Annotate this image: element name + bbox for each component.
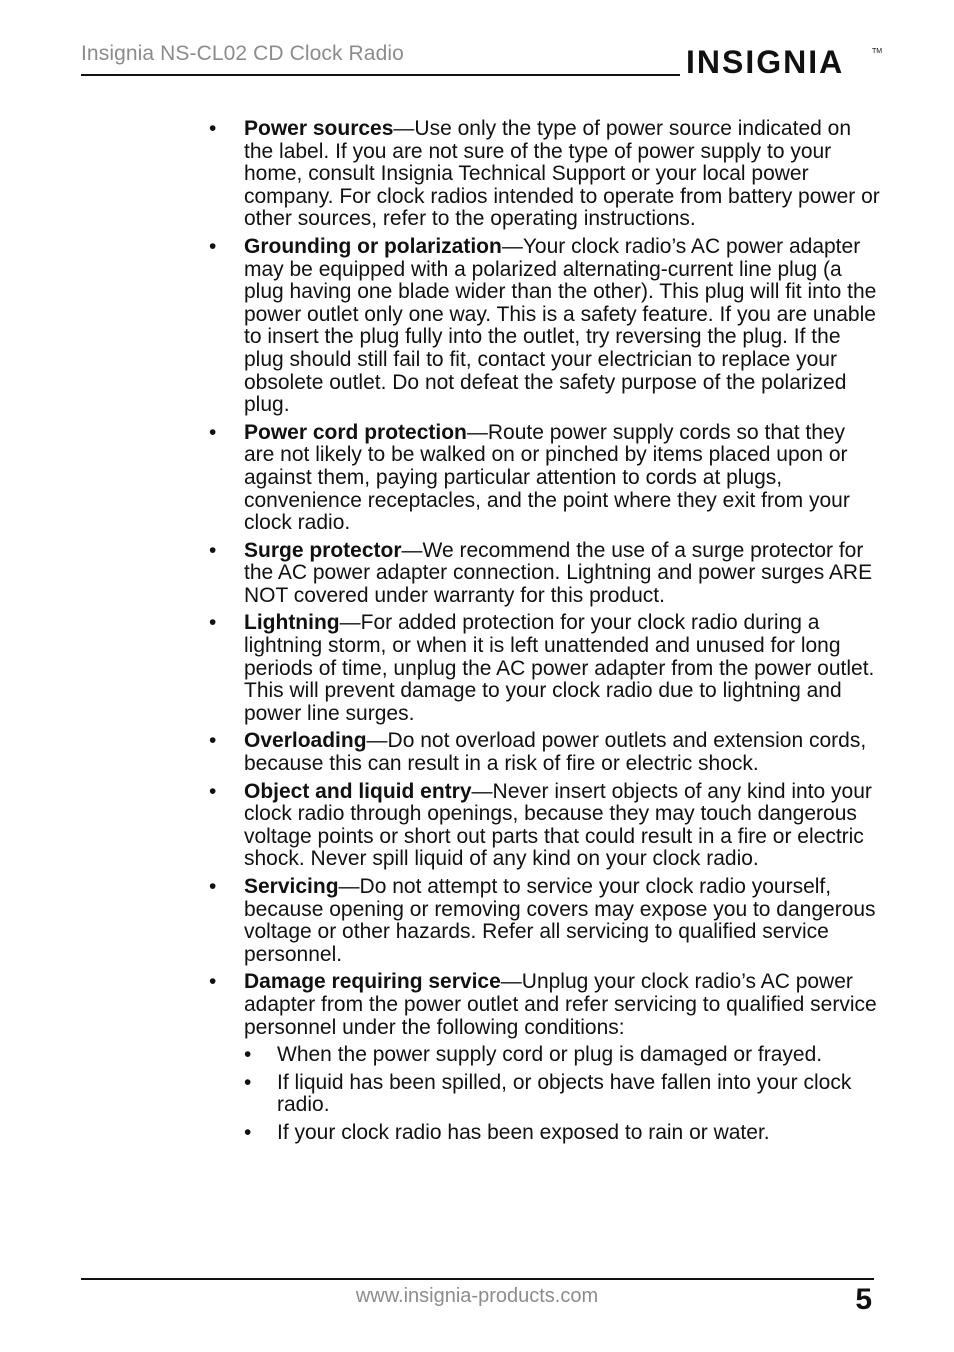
bullet: •: [209, 420, 217, 444]
item-term: Power sources: [244, 117, 394, 140]
logo-wordmark: INSIGNIA: [686, 44, 845, 80]
sub-list-item: [244, 1044, 880, 1067]
safety-instructions: [200, 118, 880, 1150]
running-header-title: Insignia NS-CL02 CD Clock Radio: [81, 42, 404, 65]
item-term: Lightning: [244, 611, 340, 635]
item-paragraph: [244, 118, 880, 231]
list-item: [200, 971, 880, 1144]
list-item: [200, 236, 880, 417]
bullet: •: [244, 1120, 252, 1144]
list-item: [200, 118, 880, 231]
list-item: [200, 422, 880, 535]
bullet: •: [209, 970, 217, 994]
item-term: Surge protector: [244, 538, 402, 562]
header-rule: [81, 74, 680, 76]
item-term: Object and liquid entry: [244, 779, 472, 803]
item-text: —We recommend the use of a surge protector for the AC power adapter connection. Lightning and power surges ARE NOT covered under warranty for this product.: [244, 538, 873, 607]
item-text: —Do not overload power outlets and extension cords, because this can result in a risk of fire or electric shock.: [244, 729, 867, 776]
item-paragraph: [244, 781, 880, 871]
item-paragraph: [244, 422, 880, 535]
sub-item-text: When the power supply cord or plug is damaged or frayed.: [277, 1043, 823, 1067]
item-paragraph: [244, 236, 880, 417]
list-item: [200, 876, 880, 966]
bullet: •: [244, 1043, 252, 1067]
page-number: 5: [855, 1283, 872, 1316]
item-text: —Never insert objects of any kind into your clock radio through openings, because they may touch dangerous voltage points or short out parts that could result in a fire or electric shock. Never spill liquid of any kind on your clock radio.: [244, 779, 872, 871]
item-paragraph: [244, 540, 880, 608]
logo-trademark: TM: [872, 48, 883, 55]
bullet: •: [209, 875, 217, 898]
item-text: —For added protection for your clock radio during a lightning storm, or when it is left unattended and unused for long periods of time, unplug the AC power adapter from the power outlet. This will prevent damage to your clock radio due to lightning and power line surges.: [244, 611, 875, 725]
bullet: •: [209, 234, 217, 258]
item-paragraph: [244, 876, 880, 966]
bullet: •: [244, 1070, 252, 1094]
item-text: —Unplug your clock radio’s AC power adapter from the power outlet and refer servicing to qualified service personnel under the following conditions:: [244, 970, 877, 1039]
bullet: •: [209, 611, 217, 635]
footer-website: www.insignia-products.com: [355, 1285, 599, 1307]
item-term: Damage requiring service: [244, 970, 501, 994]
item-text: —Do not attempt to service your clock radio yourself, because opening or removing covers may expose you to dangerous voltage or other hazards. Refer all servicing to qualified service personnel.: [244, 875, 876, 966]
footer-rule: [81, 1278, 874, 1280]
item-text: —Route power supply cords so that they are not likely to be walked on or pinched by items placed upon or against them, paying particular attention to cords at plugs, convenience receptacles, and the point where they exit from your clock radio.: [244, 420, 850, 535]
item-term: Grounding or polarization: [244, 234, 502, 258]
list-item: [200, 540, 880, 608]
sub-list-item: [244, 1072, 880, 1117]
item-term: Power cord protection: [244, 420, 467, 444]
item-text: —Use only the type of power source indicated on the label. If you are not sure of the type of power supply to your home, consult Insignia Technical Support or your local power company. For clock radios intended to operate from battery power or other sources, refer to the operating instructions.: [244, 117, 880, 231]
item-paragraph: [244, 730, 880, 775]
item-term: Servicing: [244, 875, 339, 898]
item-text: —Your clock radio’s AC power adapter may be equipped with a polarized alternating-current line plug (a plug having one blade wider than the other). This plug will fit into the power outlet only one way. This is a safety feature. If you are unable to insert the plug fully into the outlet, try reversing the plug. If the plug should still fail to fit, contact your electrician to replace your obsolete outlet. Do not defeat the safety purpose of the polarized plug.: [244, 234, 877, 417]
sub-list-item: [244, 1122, 880, 1145]
condition-sublist: [244, 1044, 880, 1144]
bullet: •: [209, 117, 217, 140]
safety-list: [200, 118, 880, 1145]
bullet: •: [209, 779, 217, 803]
list-item: [200, 781, 880, 871]
sub-item-text: If liquid has been spilled, or objects have fallen into your clock radio.: [277, 1070, 852, 1117]
item-paragraph: [244, 971, 880, 1039]
list-item: [200, 730, 880, 775]
bullet: •: [209, 729, 217, 753]
item-term: Overloading: [244, 729, 367, 753]
list-item: [200, 612, 880, 725]
item-paragraph: [244, 612, 880, 725]
sub-item-text: If your clock radio has been exposed to rain or water.: [277, 1120, 770, 1144]
insignia-logo: [686, 40, 883, 88]
bullet: •: [209, 538, 217, 562]
